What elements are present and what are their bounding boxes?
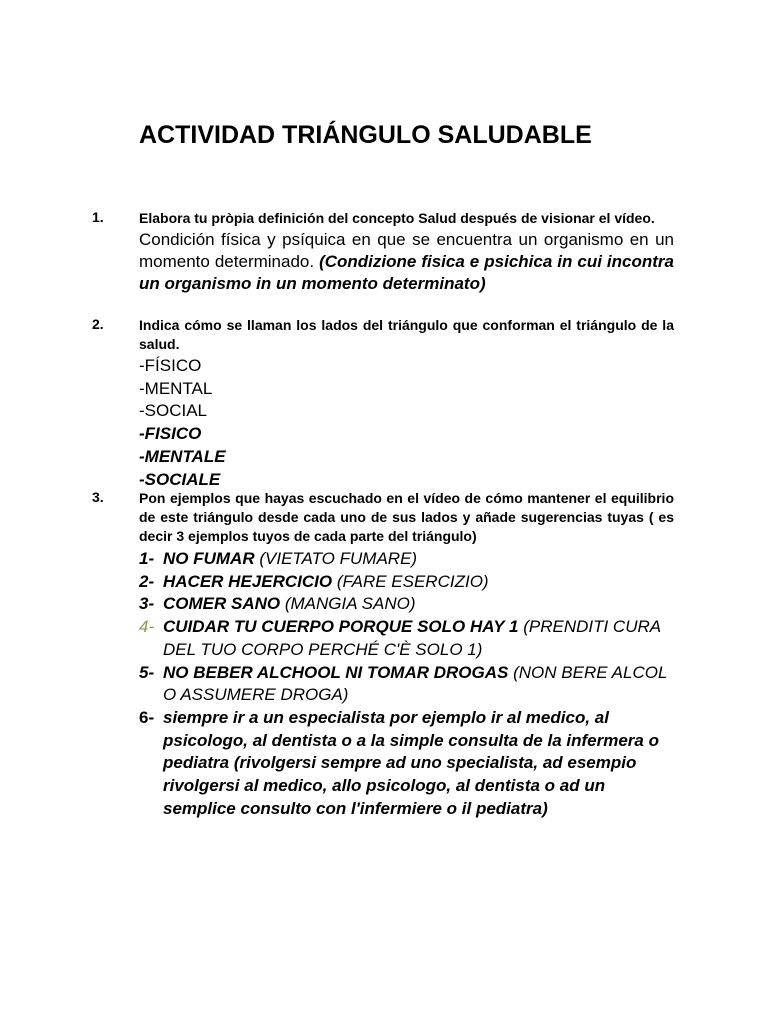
side-it-2: -MENTALE	[139, 446, 226, 466]
list-marker: 3-	[139, 594, 155, 614]
example-spanish: NO FUMAR	[163, 549, 255, 568]
examples-list	[139, 548, 674, 820]
list-item	[139, 593, 674, 616]
list-item	[139, 616, 674, 661]
page-title: ACTIVIDAD TRIÁNGULO SALUDABLE	[139, 121, 592, 149]
question-3: Pon ejemplos que hayas escuchado en el vídeo de cómo mantener el equilibrio de este triángulo desde cada uno de sus lados y añade sugerencias tuyas ( es decir 3 ejemplos tuyos de cada parte del triángulo)	[139, 490, 674, 544]
example-spanish: CUIDAR TU CUERPO PORQUE SOLO HAY 1	[163, 617, 519, 637]
side-es-2: -MENTAL	[139, 378, 213, 398]
example-italian: (VIETATO FUMARE)	[259, 549, 418, 568]
item-1	[139, 209, 674, 295]
item-3	[139, 489, 674, 820]
question-1: Elabora tu pròpia definición del concepto Salud después de visionar el vídeo.	[139, 210, 655, 226]
item-number-3: 3.	[92, 489, 104, 505]
item-number-2: 2.	[92, 316, 104, 332]
question-2: Indica cómo se llaman los lados del triángulo que conforman el triángulo de la salud.	[139, 317, 674, 352]
item-2	[139, 316, 674, 491]
side-it-1: -FISICO	[139, 424, 202, 444]
example-italian: (PRENDITI CURA DEL TUO CORPO PERCHÉ C'È SOLO 1)	[163, 617, 661, 659]
example-italian: (NON BERE ALCOL O ASSUMERE DROGA)	[163, 662, 668, 705]
answer-1-italian: (Condizione fisica e psichica in cui incontra un organismo in un momento determinato)	[139, 252, 674, 293]
example-italian: (FARE ESERCIZIO)	[336, 571, 489, 591]
item-number-1: 1.	[92, 209, 104, 225]
list-marker: 2-	[139, 571, 155, 591]
list-item	[139, 707, 674, 821]
list-marker: 4-	[139, 617, 155, 637]
example-spanish: HACER HEJERCICIO	[163, 571, 333, 591]
list-item	[139, 571, 674, 594]
side-es-3: -SOCIAL	[139, 401, 208, 421]
answer-1-spanish: Condición física y psíquica en que se encuentra un organismo en un momento determinado.	[139, 230, 674, 271]
list-item	[139, 662, 674, 707]
example-italian: (rivolgersi sempre ad uno specialista, ad esempio rivolgersi al medico, allo psicologo, al dentista o ad un semplice consulto con l'infermiere o il pediatra)	[163, 753, 637, 818]
triangle-sides-list	[139, 355, 674, 491]
example-spanish: COMER SANO	[163, 594, 281, 614]
list-marker: 6-	[139, 707, 155, 727]
example-italian: (MANGIA SANO)	[284, 594, 416, 614]
side-es-1: -FÍSICO	[139, 356, 202, 375]
example-spanish: siempre ir a un especialista por ejemplo ir al medico, al psicologo, al dentista o a la simple consulta de la infermera o pediatra	[163, 707, 659, 773]
answer-1	[139, 229, 674, 295]
list-item	[139, 548, 674, 571]
example-spanish: NO BEBER ALCHOOL NI TOMAR DROGAS	[163, 662, 509, 682]
side-it-3: -SOCIALE	[139, 469, 221, 489]
list-marker: 5-	[139, 662, 155, 682]
list-marker: 1-	[139, 549, 155, 568]
